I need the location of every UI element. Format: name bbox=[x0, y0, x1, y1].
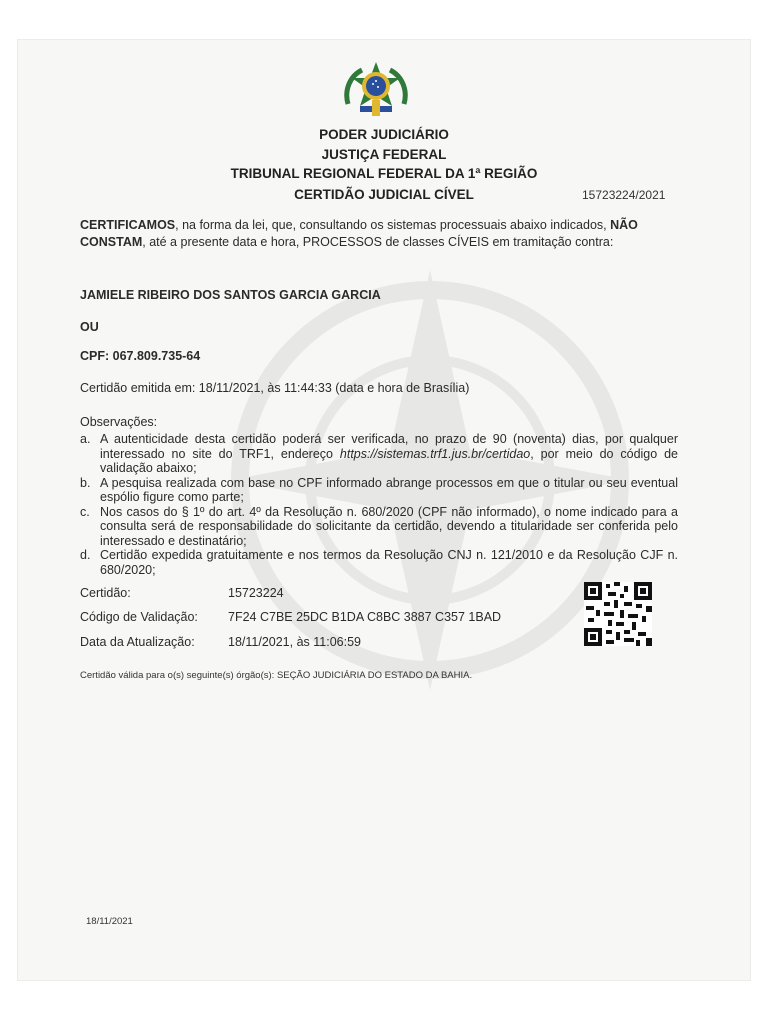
header-poder-judiciario: PODER JUDICIÁRIO bbox=[319, 127, 449, 142]
list-item bbox=[80, 505, 678, 549]
list-marker: c. bbox=[80, 504, 90, 519]
validation-code-row bbox=[80, 610, 501, 624]
qr-code-icon[interactable] bbox=[584, 582, 652, 646]
certidao-label: Certidão: bbox=[80, 586, 131, 600]
update-date-label: Data da Atualização: bbox=[80, 635, 195, 649]
subject-cpf: CPF: 067.809.735-64 bbox=[80, 349, 201, 363]
certidao-value: 15723224 bbox=[228, 586, 284, 600]
list-item bbox=[80, 548, 678, 577]
intro-bold-nao-constam: NÃO CONSTAM bbox=[80, 218, 638, 249]
list-item-text: A pesquisa realizada com base no CPF informado abrange processos em que o titular ou seu eventual espólio figure como parte; bbox=[100, 475, 678, 504]
observations-list bbox=[80, 432, 678, 577]
obs-a-text: A autenticidade desta certidão poderá ser verificada, no prazo de 90 (noventa) dias, por qualquer interessado no site do TRF1, endereço bbox=[100, 432, 678, 461]
intro-bold-certificamos: CERTIFICAMOS bbox=[80, 218, 176, 232]
list-item bbox=[80, 432, 678, 476]
intro-paragraph bbox=[80, 217, 675, 251]
list-marker: d. bbox=[80, 548, 91, 562]
validation-code-value: 7F24 C7BE 25DC B1DA C8BC 3887 C357 1BAD bbox=[228, 610, 502, 624]
intro-text-1: , na forma da lei, que, consultando os sistemas processuais abaixo indicados, bbox=[175, 218, 611, 232]
issued-datetime: Certidão emitida em: 18/11/2021, às 11:44:33 (data e hora de Brasília) bbox=[80, 381, 470, 395]
certificate-number: 15723224/2021 bbox=[582, 188, 666, 202]
update-date-value: 18/11/2021, às 11:06:59 bbox=[228, 635, 361, 649]
update-date-row bbox=[80, 635, 361, 649]
subject-name: JAMIELE RIBEIRO DOS SANTOS GARCIA GARCIA bbox=[80, 288, 381, 302]
verification-link[interactable]: https://sistemas.trf1.jus.br/certidao bbox=[339, 446, 531, 461]
header-certidao-title: CERTIDÃO JUDICIAL CÍVEL bbox=[294, 187, 474, 202]
list-item-text: Certidão expedida gratuitamente e nos termos da Resolução CNJ n. 121/2010 e da Resolução CJF n. 680/2020; bbox=[100, 548, 678, 577]
header-justica-federal: JUSTIÇA FEDERAL bbox=[321, 147, 447, 162]
obs-a-text-after: , por meio do código de validação abaixo; bbox=[100, 446, 679, 475]
header-tribunal: TRIBUNAL REGIONAL FEDERAL DA 1ª REGIÃO bbox=[230, 166, 538, 181]
list-item-text: Nos casos do § 1º do art. 4º da Resolução n. 680/2020 (CPF não informado), o nome indicado para a consulta será de responsabilidade do solicitante da certidão, devendo a titularidade ser conferida pelo interessado e destinatário; bbox=[100, 504, 678, 548]
validation-code-label: Código de Validação: bbox=[80, 610, 198, 624]
validity-note: Certidão válida para o(s) seguinte(s) órgão(s): SEÇÃO JUDICIÁRIA DO ESTADO DA BAHIA. bbox=[80, 670, 473, 681]
subject-or: OU bbox=[80, 320, 99, 334]
list-item-text bbox=[100, 432, 678, 476]
brazil-coat-of-arms-icon bbox=[342, 60, 410, 120]
intro-text-2: , até a presente data e hora, PROCESSOS de classes CÍVEIS em tramitação contra: bbox=[142, 235, 614, 249]
list-item bbox=[80, 476, 678, 505]
bottom-date: 18/11/2021 bbox=[86, 916, 133, 927]
certidao-row bbox=[80, 586, 284, 600]
list-marker: b. bbox=[80, 475, 91, 490]
list-marker: a. bbox=[80, 432, 91, 446]
observations-title: Observações: bbox=[80, 415, 158, 429]
